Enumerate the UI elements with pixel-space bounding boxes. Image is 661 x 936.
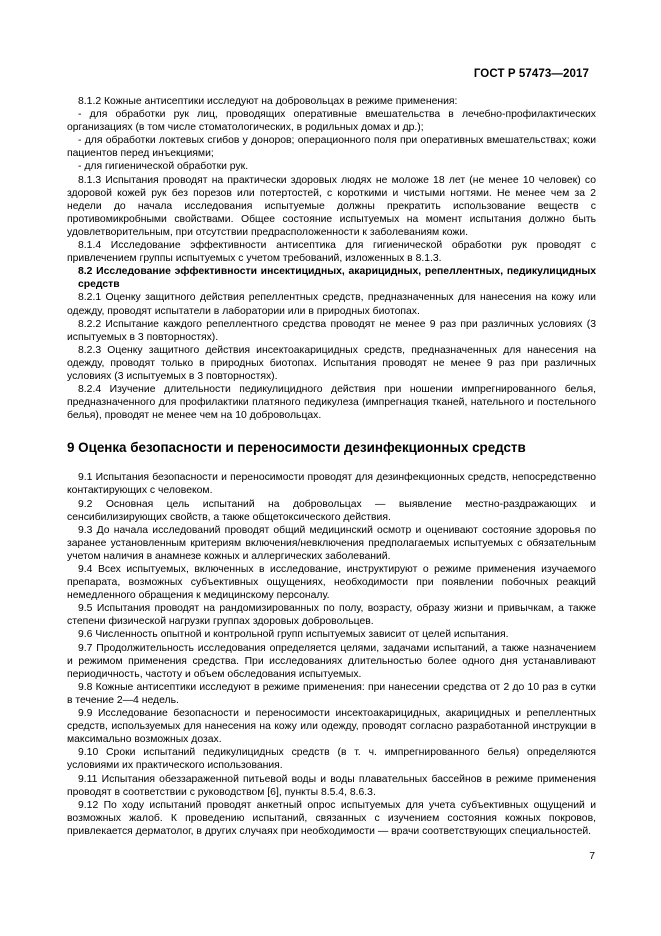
paragraph-8-1-4: 8.1.4 Исследование эффективности антисептика для гигиенической обработки рук проводят с привлечением группы испытуемых с учетом требований, изложенных в 8.1.3.	[67, 240, 596, 265]
paragraph-9-8: 9.8 Кожные антисептики исследуют в режиме применения: при нанесении средства от 2 до 10 раз в сутки в течение 2—4 недель.	[67, 681, 596, 706]
paragraph-9-9: 9.9 Исследование безопасности и переносимости инсектоакарицидных, акарицидных и репеллентных средств, используемых для нанесения на кожу или одежду, проводят согласно разработанной инструкции в максимально возможных дозах.	[67, 708, 596, 746]
bullet-surgical-hands: - для обработки рук лиц, проводящих оперативные вмешательства в лечебно-профилактических организациях (в том числе стоматологических, в родильных домах и др.);	[67, 109, 596, 134]
paragraph-8-1-2: 8.1.2 Кожные антисептики исследуют на добровольцах в режиме применения:	[78, 96, 458, 107]
paragraph-9-12: 9.12 По ходу испытаний проводят анкетный опрос испытуемых для учета субъективных ощущений и возможных жалоб. К проведению испытаний, связанных с изучением состояния кожных покровов, привлекается дерматолог, в других случаях при необходимости — врачи соответствующих специальностей.	[67, 799, 596, 837]
paragraph-8-2-4: 8.2.4 Изучение длительности педикулицидного действия при ношении импрегнированного белья, предназначенного для профилактики платяного педикулеза (импрегнация тканей, нательного и постельного белья), проводят не менее чем на 10 добровольцах.	[67, 384, 596, 422]
paragraph-9-7: 9.7 Продолжительность исследования определяется целями, задачами испытаний, а также назначением и режимом применения средства. При исследованиях длительностью более одного дня устанавливают периодичность, частоту и объем обследования испытуемых.	[67, 642, 596, 680]
paragraph-9-5: 9.5 Испытания проводят на рандомизированных по полу, возрасту, образу жизни и привычкам, а также степени физической нагрузки группах здоровых добровольцев.	[67, 603, 596, 628]
bullet-hygienic-hands: - для гигиенической обработки рук.	[78, 161, 249, 173]
paragraph-9-3: 9.3 До начала исследований проводят общий медицинский осмотр и оценивают состояние здоровья по заранее установленным критериям включения/невключения предполагаемых испытуемых с обязательным учетом наличия в анамнезе кожных и аллергических заболеваний.	[67, 524, 596, 562]
section-9-heading: 9 Оценка безопасности и переносимости дезинфекционных средств	[67, 440, 526, 456]
document-code-header: ГОСТ Р 57473—2017	[473, 68, 589, 80]
paragraph-9-11: 9.11 Испытания обеззараженной питьевой воды и воды плавательных бассейнов в режиме применения проводят в соответствии с руководством [6], пункты 8.5.4, 8.6.3.	[67, 773, 596, 798]
paragraph-8-2-2: 8.2.2 Испытание каждого репеллентного средства проводят не менее 9 раз при различных условиях (3 испытуемых в 3 повторностях).	[67, 318, 596, 343]
paragraph-9-2: 9.2 Основная цель испытаний на добровольцах — выявление местно-раздражающих и сенсибилизирующих свойств, а также общетоксического действия.	[67, 498, 596, 523]
document-body	[67, 95, 596, 838]
paragraph-9-4: 9.4 Всех испытуемых, включенных в исследование, инструктируют о режиме применения изучаемого препарата, возможных субъективных ощущениях, необходимости при появлении побочных реакций немедленного обращения к медицинскому персоналу.	[67, 564, 596, 602]
paragraph-8-2-3: 8.2.3 Оценку защитного действия инсектоакарицидных средств, предназначенных для нанесения на одежду, проводят только в природных биотопах. Испытания проводят не менее 9 раз при различных условиях (3 испытуемых в 3 повторностях).	[67, 344, 596, 382]
paragraph-8-1-3: 8.1.3 Испытания проводят на практически здоровых людях не моложе 18 лет (не менее 10 человек) со здоровой кожей рук без порезов или потертостей, с короткими и чистыми ногтями. Не менее чем за 2 недели до начала исследования испытуемые должны прекратить использование веществ с противомикробными свойствами. Общее состояние испытуемых на момент испытания должно быть удовлетворительным, при отсутствии предрасположенности к заболеваниям кожи.	[67, 174, 596, 238]
paragraph-9-6: 9.6 Численность опытной и контрольной групп испытуемых зависит от целей испытания.	[78, 629, 509, 641]
paragraph-9-10: 9.10 Сроки испытаний педикулицидных средств (в т. ч. импрегнированного белья) определяются условиями их практического использования.	[67, 747, 596, 772]
page-number: 7	[589, 851, 595, 862]
bullet-donor-elbows: - для обработки локтевых сгибов у доноров; операционного поля при оперативных вмешательствах; кожи пациентов перед инъекциями;	[67, 135, 596, 160]
paragraph-9-1: 9.1 Испытания безопасности и переносимости проводят для дезинфекционных средств, непосредственно контактирующих с человеком.	[67, 472, 596, 497]
paragraph-8-2-1: 8.2.1 Оценку защитного действия репеллентных средств, предназначенных для нанесения на кожу или одежду, проводят испытатели в лаборатории или в природных биотопах.	[67, 292, 596, 317]
section-8-2-heading: 8.2 Исследование эффективности инсектицидных, акарицидных, репеллентных, педикулицидных средств	[78, 266, 596, 291]
